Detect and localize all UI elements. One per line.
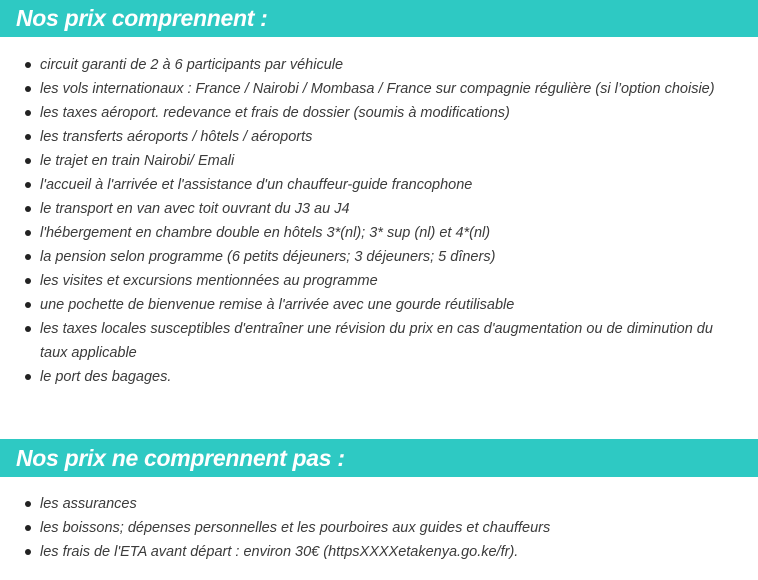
list-item-text: les frais de l'ETA avant départ : environ 30€ (httpsXXXXetakenya.go.ke/fr). [40, 544, 519, 560]
excluded-section-title: Nos prix ne comprennent pas : [16, 444, 345, 471]
bullet-icon [25, 230, 31, 236]
list-item-text: les boissons; dépenses personnelles et les pourboires aux guides et chauffeurs [40, 520, 551, 536]
bullet-icon [25, 182, 31, 188]
list-item [0, 101, 758, 125]
bullet-icon [25, 134, 31, 140]
list-item-text: les vols internationaux : France / Nairobi / Mombasa / France sur compagnie régulière (si l’option choisie) [40, 81, 715, 97]
excluded-section-header [0, 439, 758, 477]
list-item [0, 293, 758, 317]
list-item [0, 77, 758, 101]
list-item [0, 125, 758, 149]
bullet-icon [25, 374, 31, 380]
list-item-text: l'hébergement en chambre double en hôtels 3*(nl); 3* sup (nl) et 4*(nl) [40, 225, 491, 241]
list-item [0, 492, 758, 516]
list-item-text: l'accueil à l'arrivée et l'assistance d'un chauffeur-guide francophone [40, 177, 473, 193]
included-list [0, 53, 758, 389]
bullet-icon [25, 254, 31, 260]
list-item [0, 197, 758, 221]
bullet-icon [25, 549, 31, 555]
list-item [0, 173, 758, 197]
bullet-icon [25, 86, 31, 92]
bullet-icon [25, 525, 31, 531]
list-item [0, 221, 758, 245]
excluded-list [0, 492, 758, 564]
included-section-header [0, 0, 758, 37]
list-item [0, 53, 758, 77]
list-item [0, 269, 758, 293]
bullet-icon [25, 501, 31, 507]
bullet-icon [25, 62, 31, 68]
bullet-icon [25, 158, 31, 164]
list-item-text: la pension selon programme (6 petits déjeuners; 3 déjeuners; 5 dîners) [40, 249, 496, 265]
list-item-text: le port des bagages. [40, 369, 172, 385]
list-item [0, 365, 758, 389]
bullet-icon [25, 110, 31, 116]
list-item-text: une pochette de bienvenue remise à l'arrivée avec une gourde réutilisable [40, 297, 515, 313]
bullet-icon [25, 278, 31, 284]
list-item-text: les transferts aéroports / hôtels / aéroports [40, 129, 313, 145]
list-item-text: les taxes locales susceptibles d'entraîner une révision du prix en cas d'augmentation ou de diminution du taux applicable [40, 321, 713, 361]
list-item-text: circuit garanti de 2 à 6 participants par véhicule [40, 57, 344, 73]
list-item-text: le transport en van avec toit ouvrant du J3 au J4 [40, 201, 350, 217]
list-item-text: les assurances [40, 496, 137, 512]
list-item [0, 245, 758, 269]
bullet-icon [25, 206, 31, 212]
list-item-text: le trajet en train Nairobi/ Emali [40, 153, 235, 169]
list-item [0, 516, 758, 540]
list-item [0, 317, 758, 365]
list-item [0, 540, 758, 564]
list-item [0, 149, 758, 173]
bullet-icon [25, 326, 31, 332]
list-item-text: les taxes aéroport. redevance et frais de dossier (soumis à modifications) [40, 105, 510, 121]
included-section-title: Nos prix comprennent : [16, 5, 268, 31]
list-item-text: les visites et excursions mentionnées au programme [40, 273, 378, 289]
bullet-icon [25, 302, 31, 308]
